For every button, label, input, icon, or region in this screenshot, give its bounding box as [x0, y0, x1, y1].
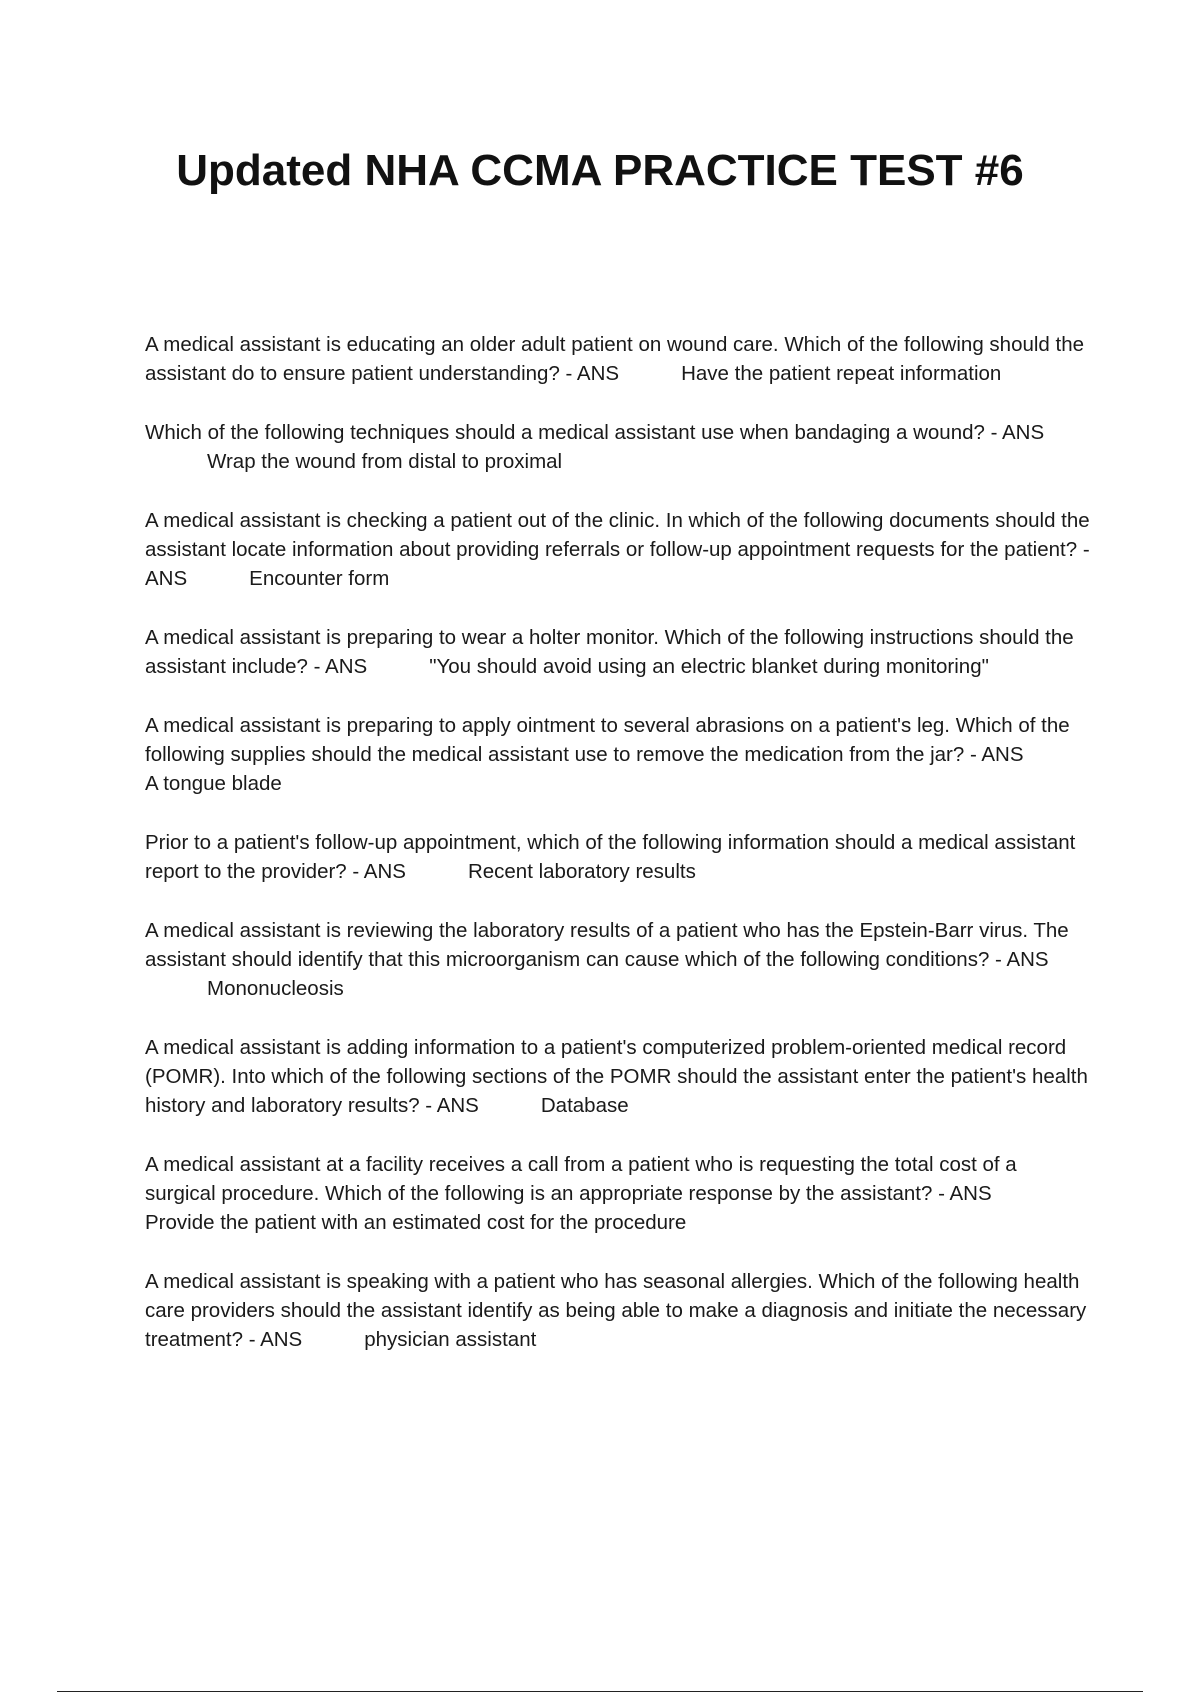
answer-text: Wrap the wound from distal to proximal — [207, 450, 563, 473]
qa-item — [145, 916, 1090, 1003]
answer-text: physician assistant — [364, 1328, 537, 1351]
answer-text: Provide the patient with an estimated cost for the procedure — [145, 1211, 687, 1234]
question-text: A medical assistant is adding information to a patient's computerized problem-oriented medical record (POMR). Into which of the following sections of the POMR should the assistant enter the patient's health history and laboratory results? - ANS — [145, 1036, 1088, 1117]
question-text: A medical assistant is preparing to apply ointment to several abrasions on a patient's leg. Which of the following supplies should the medical assistant use to remove the medication from the jar? - ANS — [145, 714, 1070, 766]
qa-item — [145, 711, 1090, 798]
qa-item — [145, 330, 1090, 388]
answer-text: Have the patient repeat information — [681, 362, 1002, 385]
question-text: A medical assistant is speaking with a patient who has seasonal allergies. Which of the following health care providers should the assistant identify as being able to make a diagnosis and initiate the necessary treatment? - ANS — [145, 1270, 1087, 1351]
page-title: Updated NHA CCMA PRACTICE TEST #6 — [176, 146, 1024, 195]
answer-text: Encounter form — [249, 567, 390, 590]
answer-text: Database — [540, 1094, 629, 1117]
question-text: Which of the following techniques should a medical assistant use when bandaging a wound? - ANS — [145, 421, 1045, 444]
qa-item — [145, 418, 1090, 476]
qa-item — [145, 506, 1090, 593]
qa-item — [145, 1033, 1090, 1120]
answer-text: A tongue blade — [145, 772, 282, 795]
qa-item — [145, 1267, 1090, 1354]
question-text: A medical assistant is preparing to wear a holter monitor. Which of the following instructions should the assistant include? - ANS — [145, 626, 1074, 678]
question-text: A medical assistant is educating an older adult patient on wound care. Which of the following should the assistant do to ensure patient understanding? - ANS — [145, 333, 1085, 385]
footer-divider — [57, 1691, 1143, 1692]
question-text: Prior to a patient's follow-up appointment, which of the following information should a medical assistant report to the provider? - ANS — [145, 831, 1076, 883]
qa-item — [145, 828, 1090, 886]
question-list — [145, 330, 1090, 1384]
qa-item — [145, 1150, 1090, 1237]
answer-text: "You should avoid using an electric blanket during monitoring" — [429, 655, 989, 678]
question-text: A medical assistant is reviewing the laboratory results of a patient who has the Epstein-Barr virus. The assistant should identify that this microorganism can cause which of the following conditions? - ANS — [145, 919, 1069, 971]
answer-text: Mononucleosis — [207, 977, 344, 1000]
answer-text: Recent laboratory results — [467, 860, 696, 883]
question-text: A medical assistant is checking a patient out of the clinic. In which of the following documents should the assistant locate information about providing referrals or follow-up appointment requests for the patient? - ANS — [145, 509, 1090, 590]
qa-item — [145, 623, 1090, 681]
question-text: A medical assistant at a facility receives a call from a patient who is requesting the total cost of a surgical procedure. Which of the following is an appropriate response by the assistant? - ANS — [145, 1153, 1017, 1205]
